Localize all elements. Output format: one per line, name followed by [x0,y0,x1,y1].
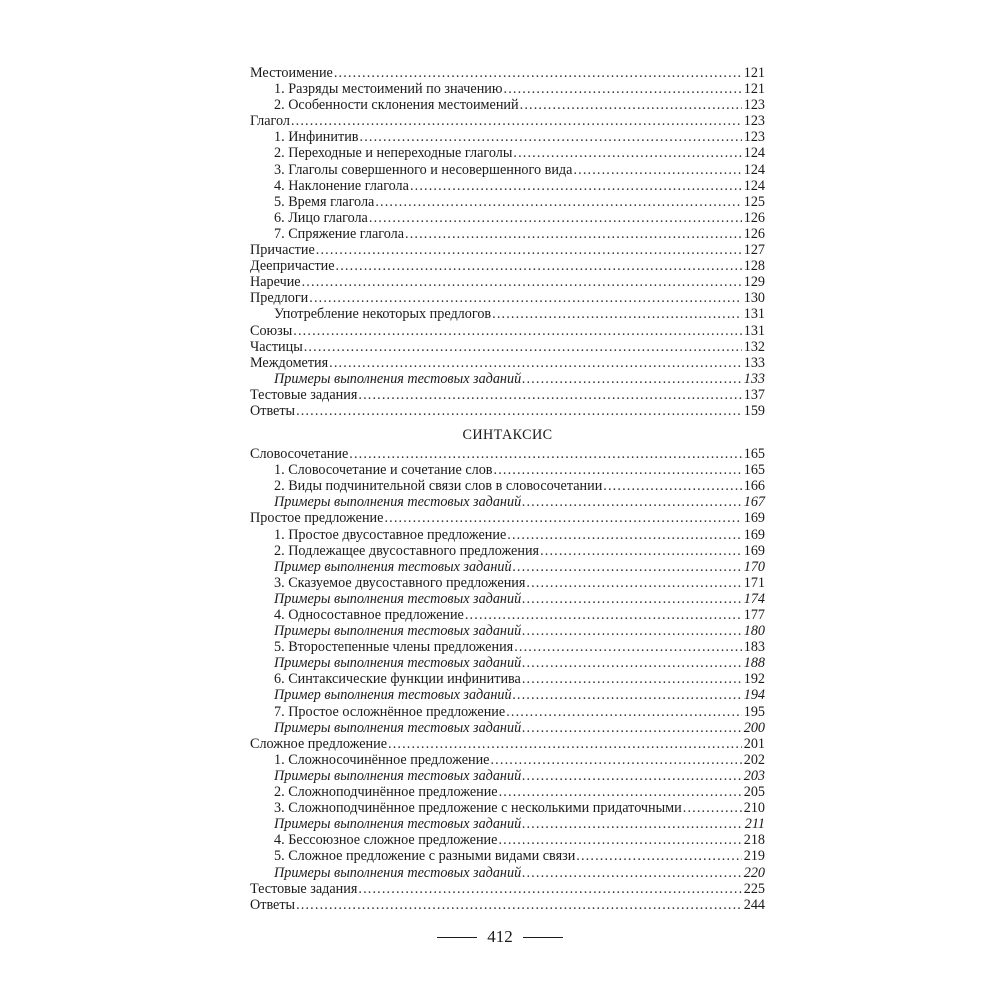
toc-page-number: 244 [743,896,765,913]
dot-leader [522,720,742,736]
dot-leader [492,306,742,322]
toc-entry-title: Деепричастие [250,258,335,275]
toc-page-number: 225 [743,880,765,897]
toc-entry-title: 5. Сложное предложение с разными видами связи [274,848,576,865]
toc-entry-title: Простое предложение [250,510,384,527]
toc-page-number: 200 [743,719,765,736]
toc-page-number: 166 [743,478,765,495]
toc-entry-title: 1. Словосочетание и сочетание слов [274,462,493,479]
toc-subentry [250,527,765,543]
toc-entry-title: 7. Спряжение глагола [274,225,405,242]
toc-subentry [250,559,765,575]
toc-page-number: 137 [743,386,765,403]
toc-page-number: 203 [743,767,765,784]
toc-page-number: 126 [743,225,765,242]
toc-entry [250,290,765,306]
dot-leader [490,752,742,768]
dot-leader [540,543,742,559]
toc-entry [250,274,765,290]
dot-leader [302,274,742,290]
toc-entry-title: 6. Синтаксические функции инфинитива [274,671,521,688]
toc-entry-title: Причастие [250,242,315,259]
toc-page-number: 169 [743,526,765,543]
toc-subentry [250,129,765,145]
dot-leader [296,403,742,419]
dot-leader [329,355,742,371]
toc-page-number: 121 [743,81,765,98]
dot-leader [522,816,742,832]
toc-subentry [250,462,765,478]
dot-leader [309,290,742,306]
dot-leader [498,832,742,848]
toc-subentry [250,97,765,113]
toc-entry [250,65,765,81]
dot-leader [360,129,743,145]
dot-leader [499,784,742,800]
toc-entry-title: 2. Сложноподчинённое предложение [274,784,498,801]
toc-entry-title: Предлоги [250,290,309,307]
page-footer [0,927,1000,947]
toc-page-number: 165 [743,446,765,463]
toc-entry-title: Примеры выполнения тестовых заданий [274,590,522,607]
toc-page-number: 128 [743,258,765,275]
toc-page-number: 165 [743,462,765,479]
toc-entry-title: 2. Подлежащее двусоставного предложения [274,542,540,559]
toc-subentry [250,704,765,720]
toc-subentry [250,671,765,687]
section-heading: СИНТАКСИС [462,427,553,444]
toc-subentry [250,639,765,655]
toc-page-number: 171 [743,574,765,591]
dot-leader [410,178,742,194]
table-of-contents [250,65,765,913]
toc-entry-title: Пример выполнения тестовых заданий [274,687,512,704]
toc-subentry [250,178,765,194]
toc-page-number: 123 [743,129,765,146]
dot-leader [522,671,742,687]
toc-page-number: 180 [743,623,765,640]
toc-entry-title: Сложное предложение [250,735,388,752]
toc-entry-title: Примеры выполнения тестовых заданий [274,767,522,784]
toc-subentry [250,623,765,639]
toc-subentry [250,655,765,671]
toc-page-number: 131 [743,322,765,339]
dot-leader [513,559,742,575]
toc-entry-title: 5. Второстепенные члены предложения [274,639,514,656]
toc-page-number: 195 [743,703,765,720]
toc-entry-title: 6. Лицо глагола [274,209,368,226]
toc-entry-title: Ответы [250,896,296,913]
toc-entry-title: Частицы [250,338,303,355]
toc-subentry [250,494,765,510]
dot-leader [494,462,743,478]
toc-page-number: 174 [743,590,765,607]
footer-rule-left [437,937,477,938]
toc-page-number: 220 [743,864,765,881]
dot-leader [573,162,742,178]
toc-entry-title: Ответы [250,402,296,419]
toc-subentry [250,752,765,768]
toc-subentry [250,226,765,242]
toc-page-number: 201 [743,735,765,752]
toc-entry [250,323,765,339]
toc-subentry [250,145,765,161]
toc-entry-title: Местоимение [250,65,333,81]
toc-entry [250,736,765,752]
toc-subentry [250,210,765,226]
toc-entry-title: Тестовые задания [250,880,358,897]
dot-leader [358,881,742,897]
dot-leader [369,210,742,226]
toc-entry-title: Тестовые задания [250,386,358,403]
dot-leader [522,371,742,387]
toc-entry-title: 3. Сказуемое двусоставного предложения [274,574,526,591]
toc-subentry [250,478,765,494]
toc-entry [250,387,765,403]
toc-entry [250,355,765,371]
toc-page-number: 124 [743,177,765,194]
dot-leader [513,145,742,161]
dot-leader [514,639,742,655]
toc-page-number: 131 [743,306,765,323]
toc-entry-title: 4. Наклонение глагола [274,177,409,194]
toc-subentry [250,306,765,322]
toc-entry-title: Глагол [250,113,290,130]
dot-leader [522,865,742,881]
toc-subentry [250,687,765,703]
toc-page-number: 169 [743,542,765,559]
toc-entry [250,510,765,526]
toc-page-number: 130 [743,290,765,307]
toc-page-number: 159 [743,402,765,419]
dot-leader [526,575,742,591]
toc-entry [250,897,765,913]
toc-entry [250,258,765,274]
dot-leader [375,194,742,210]
dot-leader [507,527,742,543]
toc-page-number: 133 [743,354,765,371]
dot-leader [405,226,742,242]
dot-leader [465,607,742,623]
dot-leader [522,655,742,671]
toc-page-number: 194 [743,687,765,704]
dot-leader [334,65,742,81]
toc-entry-title: Междометия [250,354,329,371]
dot-leader [522,494,742,510]
toc-subentry [250,720,765,736]
toc-subentry [250,607,765,623]
toc-page-number: 183 [743,639,765,656]
toc-subentry [250,575,765,591]
toc-entry [250,339,765,355]
toc-entry-title: Примеры выполнения тестовых заданий [274,655,522,672]
toc-entry-title: Союзы [250,322,293,339]
toc-page-number: 121 [743,65,765,81]
toc-entry-title: 3. Сложноподчинённое предложение с несколькими придаточными [274,800,682,817]
toc-subentry [250,162,765,178]
dot-leader [296,897,742,913]
toc-page-number: 202 [743,751,765,768]
toc-page-number: 188 [743,655,765,672]
dot-leader [576,848,742,864]
toc-page-number: 124 [743,161,765,178]
toc-entry [250,403,765,419]
toc-entry [250,113,765,129]
page-number: 412 [487,927,513,946]
dot-leader [506,704,742,720]
toc-entry [250,446,765,462]
toc-page-number: 218 [743,832,765,849]
toc-entry [250,881,765,897]
toc-page-number: 192 [743,671,765,688]
toc-page-number: 126 [743,209,765,226]
toc-entry-title: Примеры выполнения тестовых заданий [274,864,522,881]
toc-entry-title: 2. Переходные и непереходные глаголы [274,145,513,162]
toc-entry-title: 1. Разряды местоимений по значению [274,81,503,98]
toc-subentry [250,784,765,800]
toc-page-number: 169 [743,510,765,527]
toc-subentry [250,543,765,559]
toc-subentry [250,81,765,97]
toc-entry-title: 4. Бессоюзное сложное предложение [274,832,498,849]
toc-entry-title: Примеры выполнения тестовых заданий [274,816,522,833]
dot-leader [603,478,742,494]
toc-page-number: 127 [743,242,765,259]
dot-leader [520,97,742,113]
toc-entry-title: Употребление некоторых предлогов [274,306,492,323]
dot-leader [349,446,742,462]
toc-entry-title: Примеры выполнения тестовых заданий [274,719,522,736]
toc-subentry [250,194,765,210]
toc-page-number: 123 [743,113,765,130]
toc-page-number: 124 [743,145,765,162]
toc-entry-title: 1. Инфинитив [274,129,359,146]
toc-page-number: 210 [743,800,765,817]
toc-subentry [250,800,765,816]
toc-page-number: 129 [743,274,765,291]
dot-leader [358,387,742,403]
toc-page-number: 205 [743,784,765,801]
toc-entry-title: 5. Время глагола [274,193,375,210]
toc-page-number: 170 [743,558,765,575]
toc-page-number: 133 [743,370,765,387]
toc-entry [250,242,765,258]
toc-subentry [250,832,765,848]
toc-subentry [250,768,765,784]
dot-leader [316,242,742,258]
toc-page-number: 125 [743,193,765,210]
toc-entry-title: Словосочетание [250,446,349,463]
toc-subentry [250,865,765,881]
dot-leader [388,736,742,752]
toc-entry-title: Пример выполнения тестовых заданий [274,558,512,575]
toc-entry-title: 2. Особенности склонения местоимений [274,97,519,114]
dot-leader [683,800,742,816]
dot-leader [336,258,742,274]
dot-leader [291,113,742,129]
dot-leader [384,510,742,526]
toc-entry-title: 3. Глаголы совершенного и несовершенного вида [274,161,573,178]
toc-entry-title: 1. Сложносочинённое предложение [274,751,490,768]
toc-subentry [250,591,765,607]
toc-page-number: 132 [743,338,765,355]
toc-page-number: 219 [743,848,765,865]
dot-leader [304,339,742,355]
toc-entry-title: 7. Простое осложнённое предложение [274,703,506,720]
dot-leader [522,623,742,639]
toc-subentry [250,816,765,832]
toc-subentry [250,848,765,864]
toc-page-number: 167 [743,494,765,511]
dot-leader [293,323,742,339]
toc-entry-title: 1. Простое двусоставное предложение [274,526,507,543]
toc-page-number: 123 [743,97,765,114]
toc-entry-title: Примеры выполнения тестовых заданий [274,494,522,511]
toc-entry-title: 4. Односоставное предложение [274,607,464,623]
toc-subentry [250,371,765,387]
dot-leader [522,591,742,607]
dot-leader [504,81,743,97]
dot-leader [513,687,742,703]
toc-entry-title: Наречие [250,274,301,291]
toc-page-number: 177 [743,607,765,623]
toc-entry-title: Примеры выполнения тестовых заданий [274,370,522,387]
toc-entry-title: Примеры выполнения тестовых заданий [274,623,522,640]
dot-leader [522,768,742,784]
toc-page-number: 211 [744,816,765,833]
toc-entry-title: 2. Виды подчинительной связи слов в словосочетании [274,478,603,495]
footer-rule-right [523,937,563,938]
